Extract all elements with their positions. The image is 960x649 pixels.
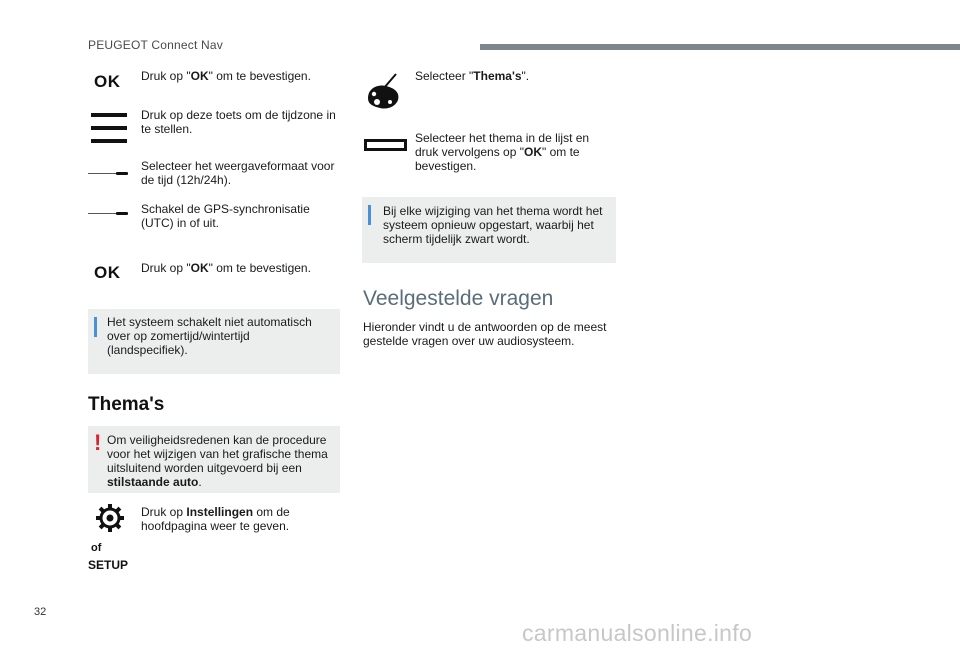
running-header: PEUGEOT Connect Nav bbox=[88, 38, 223, 52]
watermark: carmanualsonline.info bbox=[522, 620, 753, 646]
settings-step-text: Druk op Instellingen om de hoofdpagina weer te geven. bbox=[141, 505, 290, 533]
warning-note-text: Om veiligheidsredenen kan de procedure voor het wijzigen van het grafische thema uitsluitend worden uitgevoerd bij een stilstaande auto. bbox=[107, 433, 328, 489]
info-note bbox=[88, 309, 340, 374]
gps-step-text: Schakel de GPS-synchronisatie (UTC) in of uit. bbox=[141, 202, 310, 230]
line-toggle-icon bbox=[88, 172, 128, 176]
line-toggle-icon bbox=[88, 212, 128, 216]
info-note-text: Het systeem schakelt niet automatisch over op zomertijd/wintertijd (landspecifiek). bbox=[107, 315, 312, 357]
info-note-text: Bij elke wijziging van het thema wordt het systeem opnieuw opgestart, waarbij het scherm tijdelijk zwart wordt. bbox=[383, 204, 603, 246]
faq-title: Veelgestelde vragen bbox=[363, 287, 554, 310]
palette-icon bbox=[364, 70, 404, 112]
ok-step-2-text: Druk op "OK" om te bevestigen. bbox=[141, 261, 311, 275]
page-number: 32 bbox=[34, 606, 47, 618]
ok-button-icon: OK bbox=[94, 263, 121, 282]
select-step-text: Selecteer het thema in de lijst en druk vervolgens op "OK" om te bevestigen. bbox=[415, 131, 590, 173]
settings-gear-icon bbox=[96, 504, 124, 532]
menu-lines-icon bbox=[91, 113, 127, 143]
format-step-text: Selecteer het weergaveformaat voor de tijd (12h/24h). bbox=[141, 159, 335, 187]
section-title: Thema's bbox=[88, 394, 165, 415]
list-rectangle-icon bbox=[364, 139, 407, 151]
theme-step-text: Selecteer "Thema's". bbox=[415, 69, 530, 83]
warning-exclamation-icon: ! bbox=[94, 430, 102, 455]
or-label: of bbox=[91, 542, 102, 554]
ok-button-icon: OK bbox=[94, 72, 121, 91]
faq-intro-text: Hieronder vindt u de antwoorden op de meest gestelde vragen over uw audiosysteem. bbox=[363, 320, 607, 348]
setup-button-label: SETUP bbox=[88, 558, 129, 572]
info-bar-icon bbox=[94, 317, 97, 337]
ok-step-1-text: Druk op "OK" om te bevestigen. bbox=[141, 69, 311, 83]
menu-step-text: Druk op deze toets om de tijdzone in te stellen. bbox=[141, 108, 336, 136]
header-rule bbox=[480, 44, 960, 50]
info-bar-icon bbox=[368, 205, 371, 225]
warning-note bbox=[88, 426, 340, 493]
info-note bbox=[362, 197, 616, 263]
